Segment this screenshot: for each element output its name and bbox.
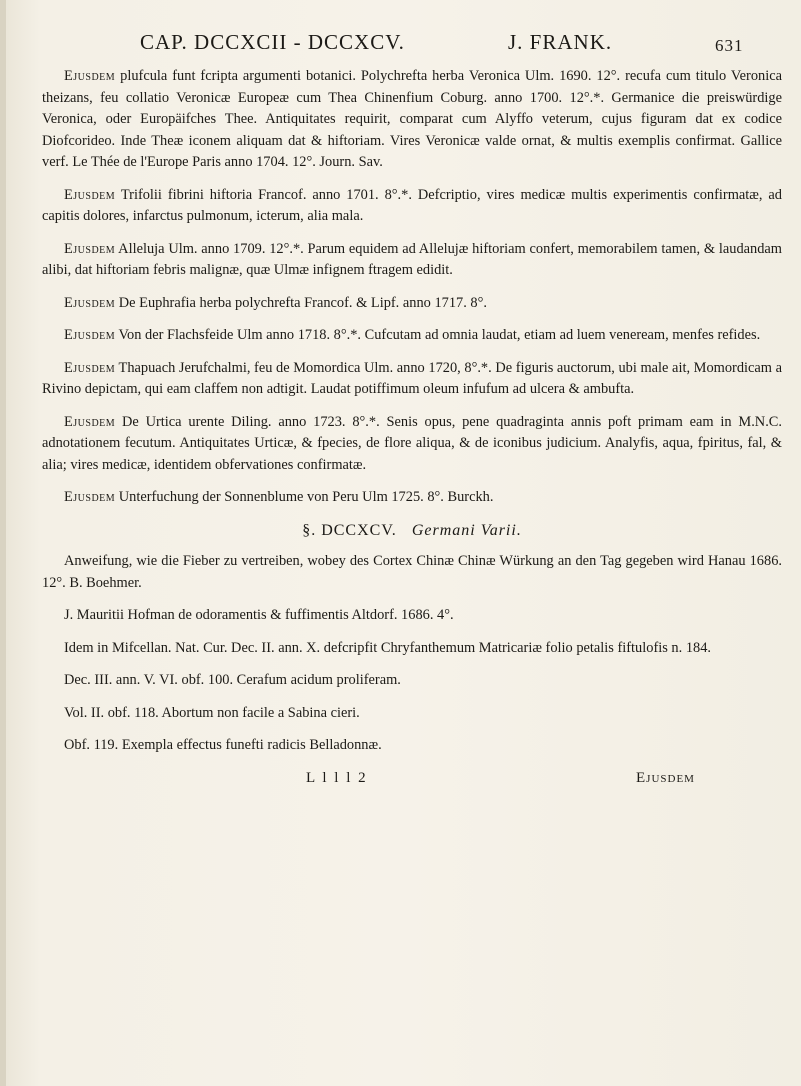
entry-text: De Euphrafia herba polychrefta Francof. & Lipf. anno 1717. 8°. <box>115 294 487 311</box>
entry-text: Idem in Mifcellan. Nat. Cur. Dec. II. ann. X. defcripfit Chryfanthemum Matricariæ folio petalis fiftulofis n. 184. <box>64 639 712 656</box>
entry-lead: Ejusdem <box>64 68 116 84</box>
entry-urtica <box>42 412 782 477</box>
signature-mark: L l l l 2 <box>306 769 368 786</box>
entry-text: Dec. III. ann. V. VI. obf. 100. Cerafum acidum proliferam. <box>64 672 401 688</box>
entry-vol-ii <box>42 703 782 725</box>
entry-veronica <box>42 66 782 174</box>
entry-lead: Ejusdem <box>64 359 116 376</box>
entry-text: Thapuach Jerufchalmi, feu de Momordica Ulm. anno 1720, 8°.*. De figuris auctorum, ubi male ait, Momordicam a Rivino depictam, qui eam claffem non adtigit. Laudat potiffimum oleum infufum ad ulcera & ambufta. <box>42 359 782 397</box>
header-chapter-range: CAP. DCCXCII - DCCXCV. <box>140 30 405 54</box>
entry-lead: Ejusdem <box>64 294 116 311</box>
entry-lead: Ejusdem <box>64 186 116 203</box>
page-body <box>42 66 782 792</box>
entry-alleluja <box>42 239 782 282</box>
entry-text: Trifolii fibrini hiftoria Francof. anno 1701. 8°.*. Defcriptio, vires medicæ multis experimentis confirmatæ, ad capitis dolores, infarctus pulmonum, icterum, alia mala. <box>42 186 782 224</box>
section-number: §. DCCXCV. <box>302 521 397 539</box>
entry-text: Unterfuchung der Sonnenblume von Peru Ulm 1725. 8°. Burckh. <box>115 489 494 505</box>
entry-obf-119 <box>42 735 782 757</box>
entry-lead: Ejusdem <box>64 240 116 257</box>
entry-text: Obf. 119. Exempla effectus funefti radicis Belladonnæ. <box>64 737 382 753</box>
entry-idem-miscellan <box>42 638 782 660</box>
entry-hofman <box>42 605 782 627</box>
entry-momordica <box>42 358 782 401</box>
entry-lead: Ejusdem <box>64 489 116 505</box>
entry-dec-iii <box>42 670 782 692</box>
entry-text: plufcula funt fcripta argumenti botanici. Polychrefta herba Veronica Ulm. 1690. 12°. recufa cum titulo Veronica theizans, feu collatio Veronicæ Europeæ cum Thea Chinenfium Coburg. anno 1700. 12°.*. Germanice die preiswürdige Veronica, oder Europäifches Thee. Antiquitates requirit, comparat cum Alyffo veterum, cujus figuram dat ex codice Diofcorideo. Inde Theæ iconem aliquam dat & hiftoriam. Vires Veronicæ valde ornat, & multis exemplis confirmat. Gallice verf. Le Thée de l'Europe Paris anno 1704. 12°. Journ. Sav. <box>42 68 782 170</box>
entry-text: J. Mauritii Hofman de odoramentis & fuffimentis Altdorf. 1686. 4°. <box>64 607 454 623</box>
entry-euphrasia <box>42 293 782 315</box>
page-number: 631 <box>715 36 744 55</box>
entry-anweisung <box>42 551 782 594</box>
entry-lead: Ejusdem <box>64 327 116 343</box>
section-heading <box>42 520 782 542</box>
catchword: Ejusdem <box>636 769 695 786</box>
entry-text: Alleluja Ulm. anno 1709. 12°.*. Parum equidem ad Allelujæ hiftoriam confert, memorabilem tamen, & laudandam alibi, dat hiftoriam febris malignæ, quæ Ulmæ infignem ftragem edidit. <box>42 240 782 278</box>
entry-text: Vol. II. obf. 118. Abortum non facile a Sabina cieri. <box>64 704 360 721</box>
entry-trifolium <box>42 185 782 228</box>
page-edge <box>0 0 6 1086</box>
entry-text: De Urtica urente Diling. anno 1723. 8°.*. Senis opus, pene quadraginta annis poft primam eam in M.N.C. adnotationem fecutum. Antiquitates Urticæ, & fpecies, de flore aliqua, & de iconibus judicium. Analyfis, aqua, fpiritus, fal, & alia; vires medicæ, identidem obfervationes confirmatæ. <box>42 413 782 473</box>
entry-sonnenblume <box>42 487 782 509</box>
header-author: J. FRANK. <box>508 30 613 54</box>
running-header <box>140 24 780 60</box>
page-footer <box>42 768 782 792</box>
entry-text: Von der Flachsfeide Ulm anno 1718. 8°.*. Cufcutam ad omnia laudat, etiam ad luem veneream, menfes refides. <box>115 327 761 343</box>
section-title: Germani Varii. <box>411 521 522 539</box>
entry-lead: Ejusdem <box>64 413 116 430</box>
entry-cuscuta <box>42 325 782 347</box>
entry-text: Anweifung, wie die Fieber zu vertreiben, wobey des Cortex Chinæ Chinæ Würkung an den Tag gegeben wird Hanau 1686. 12°. B. Boehmer. <box>42 553 782 591</box>
